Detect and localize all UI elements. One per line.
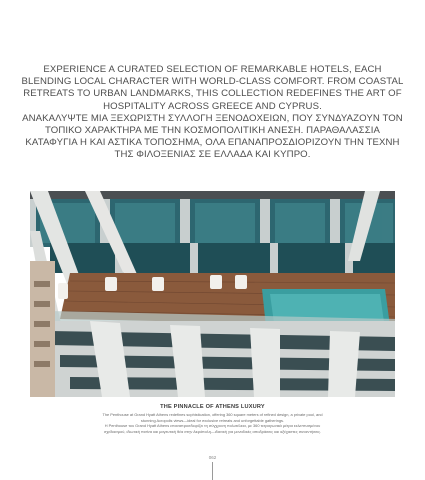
page-number: 062 xyxy=(208,455,217,460)
intro-english: EXPERIENCE A CURATED SELECTION OF REMARKABLE HOTELS, EACH BLENDING LOCAL CHARACTER WITH WORLD-CLASS COMFORT. FROM COASTAL RETREATS TO URBAN LANDMARKS, THIS COLLECTION REDEFINES THE ART OF HOSPITALITY ACROSS GREECE AND CYPRUS. xyxy=(21,64,404,112)
caption-title: THE PINNACLE OF ATHENS LUXURY xyxy=(160,404,265,410)
hotel-aerial-photo xyxy=(30,191,395,397)
intro-text-block xyxy=(20,64,405,162)
vertical-rule xyxy=(212,462,213,480)
intro-greek: ΑΝΑΚΑΛΥΨΤΕ ΜΙΑ ΞΕΧΩΡΙΣΤΗ ΣΥΛΛΟΓΗ ΞΕΝΟΔΟΧΕΙΩΝ, ΠΟΥ ΣΥΝΔΥΑΖΟΥΝ ΤΟΝ ΤΟΠΙΚΟ ΧΑΡΑΚΤΗΡΑ ΜΕ ΤΗΝ ΚΟΣΜΟΠΟΛΙΤΙΚΗ ΑΝΕΣΗ. ΠΑΡΑΘΑΛΑΣΣΙΑ ΚΑΤΑΦΥΓΙΑ Η ΚΑΙ ΑΣΤΙΚΑ ΤΟΠΟΣΗΜΑ, ΟΛΑ ΕΠΑΝΑΠΡΟΣΔΙΟΡΙΖΟΥΝ ΤΗΝ ΤΕΧΝΗ ΤΗΣ ΦΙΛΟΞΕΝΙΑΣ ΣΕ ΕΛΛΑΔΑ ΚΑΙ ΚΥΠΡΟ. xyxy=(22,112,403,161)
caption-body-english: The Penthouse at Grand Hyatt Athens redefines sophistication, offering 360 square meters of refined design, a private pool, and stunning Acropolis views—ideal for exclusive retreats and unforgettable gatherings. xyxy=(102,412,323,423)
photo-caption xyxy=(100,404,325,434)
caption-body-greek: Η Penthouse του Grand Hyatt Athens επαναπροσδιορίζει τη σύγχρονη πολυτέλεια, με 360 τετραγωνικά μέτρα εκλεπτυσμένου σχεδιασμού, ιδιωτική πισίνα και μαγευτική θέα στην Ακρόπολη—ιδανική για μοναδικές αποδράσεις και αξέχαστες συναντήσεις. xyxy=(103,423,322,434)
